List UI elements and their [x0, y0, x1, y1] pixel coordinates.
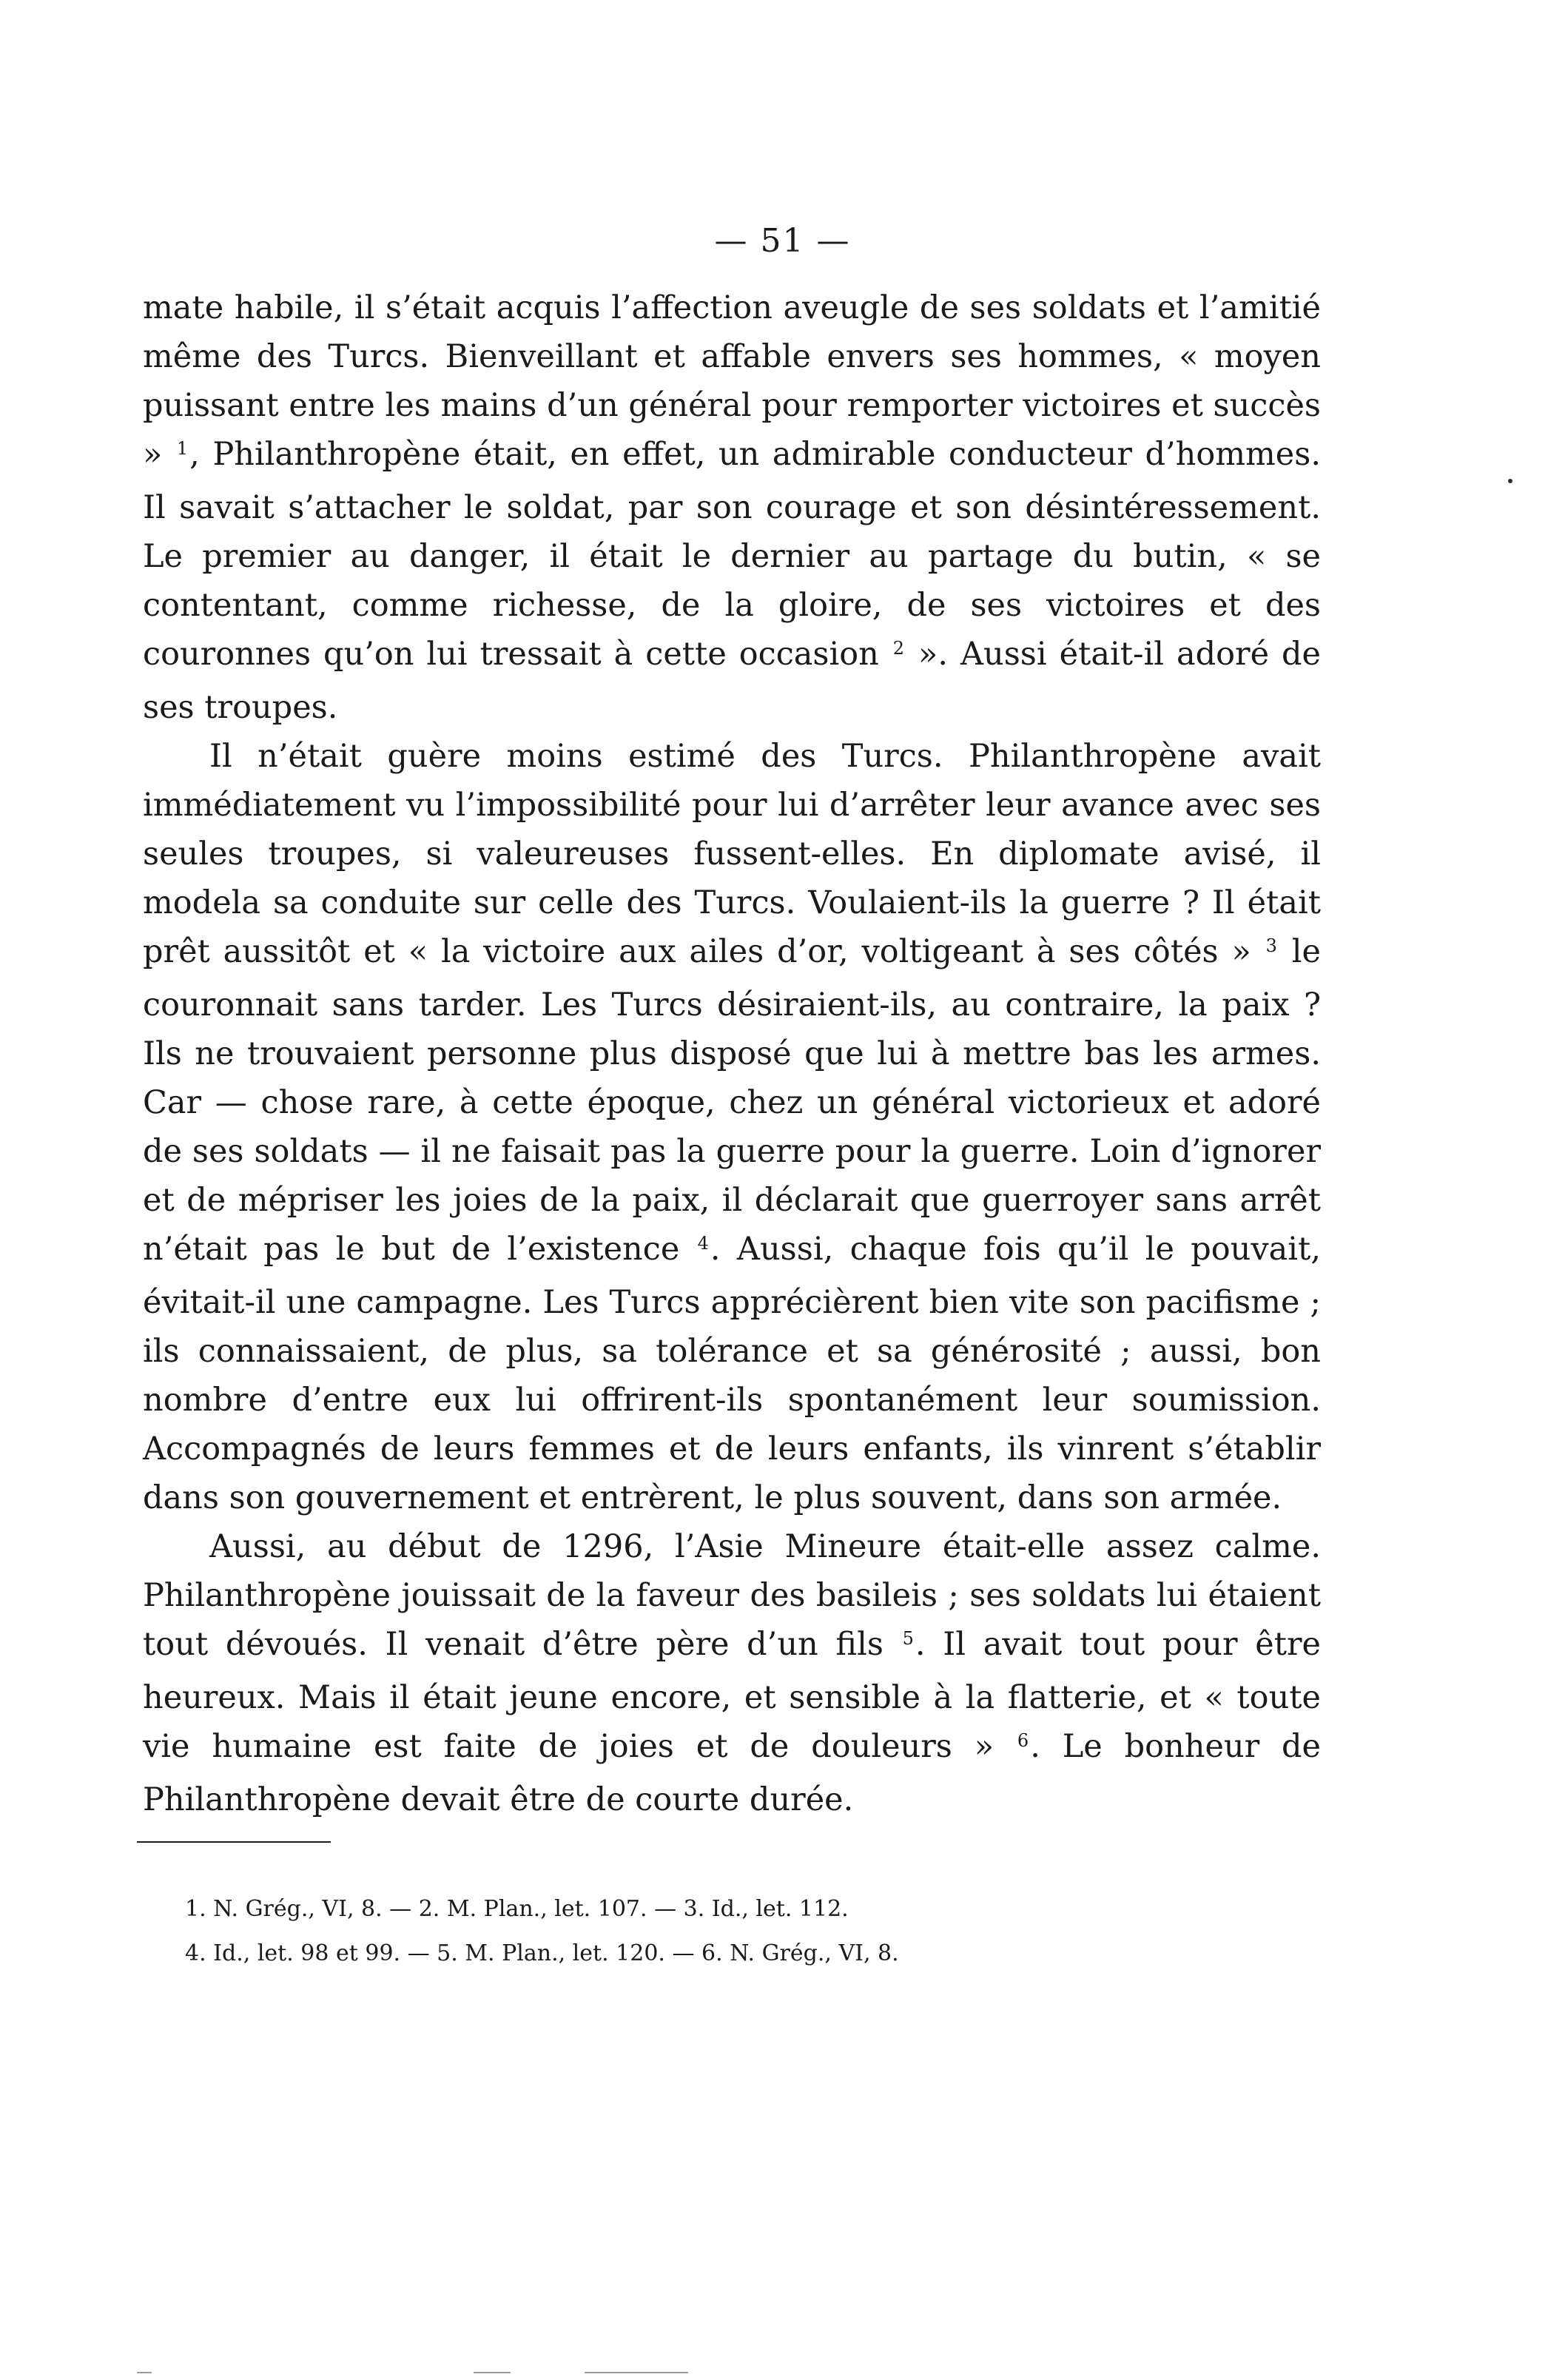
footnote-ref-2: 2 [892, 638, 905, 659]
footnote-ref-5: 5 [902, 1628, 914, 1649]
footnotes [185, 1887, 1295, 1976]
paragraph-3: Aussi, au début de 1296, l’Asie Mineure était-elle assez calme. Philanthropène jouissait de la faveur des basileis ; ses soldats lui étaient tout dévoués. Il venait d’être père d’un fils $^5$. Il avait tout pour être heureux. Mais il était jeune encore, et sensible à la flatterie, et « toute vie humaine est faite de joies et de douleurs » $^6$. Le bonheur de Philanthropène devait être de courte durée. [143, 1528, 1321, 1818]
scan-edge-mark [474, 2372, 511, 2373]
scan-edge-mark [137, 2372, 152, 2373]
page-number: — 51 — [714, 222, 851, 260]
footnote-ref-4: 4 [697, 1233, 709, 1254]
scan-edge-mark [585, 2372, 688, 2373]
scan-speck [1508, 479, 1512, 483]
footnote-ref-6: 6 [1017, 1730, 1029, 1751]
footnote-ref-1: 1 [176, 438, 189, 459]
paragraph-2: Il n’était guère moins estimé des Turcs. Philanthropène avait immédiatement vu l’impossibilité pour lui d’arrêter leur avance avec ses seules troupes, si valeureuses fussent-elles. En diplomate avisé, il modela sa conduite sur celle des Turcs. Voulaient-ils la guerre ? Il était prêt aussitôt et « la victoire aux ailes d’or, voltigeant à ses côtés » $^3$ le couronnait sans tarder. Les Turcs désiraient-ils, au contraire, la paix ? Ils ne trouvaient personne plus disposé que lui à mettre bas les armes. Car — chose rare, à cette époque, chez un général victorieux et adoré de ses soldats — il ne faisait pas la guerre pour la guerre. Loin d’ignorer et de mépriser les joies de la paix, il déclarait que guerroyer sans arrêt n’était pas le but de l’existence $^4$. Aussi, chaque fois qu’il le pouvait, évitait-il une campagne. Les Turcs apprécièrent bien vite son pacifisme ; ils connaissaient, de plus, sa tolérance et sa générosité ; aussi, bon nombre d’entre eux lui offrirent-ils spontanément leur soumission. Accompagnés de leurs femmes et de leurs enfants, ils vinrent s’établir dans son gouvernement et entrèrent, le plus souvent, dans son armée. [143, 738, 1322, 1516]
footnote-line-2: 4. Id., let. 98 et 99. — 5. M. Plan., let. 120. — 6. N. Grég., VI, 8. [185, 1940, 899, 1966]
main-text [143, 283, 1321, 1824]
paragraph-1: mate habile, il s’était acquis l’affection aveugle de ses soldats et l’amitié même des Turcs. Bienveillant et affable envers ses hommes, « moyen puissant entre les mains d’un général pour remporter victoires et succès » $^1$, Philanthropène était, en effet, un admirable conducteur d’hommes. Il savait s’attacher le soldat, par son courage et son désintéressement. Le premier au danger, il était le dernier au partage du butin, « se contentant, comme richesse, de la gloire, de ses victoires et des couronnes qu’on lui tressait à cette occasion $^2$ ». Aussi était-il adoré de ses troupes. [143, 289, 1321, 726]
footnote-separator [137, 1841, 331, 1843]
footnote-line-1: 1. N. Grég., VI, 8. — 2. M. Plan., let. 107. — 3. Id., let. 112. [185, 1896, 849, 1922]
footnote-ref-3: 3 [1265, 935, 1277, 956]
